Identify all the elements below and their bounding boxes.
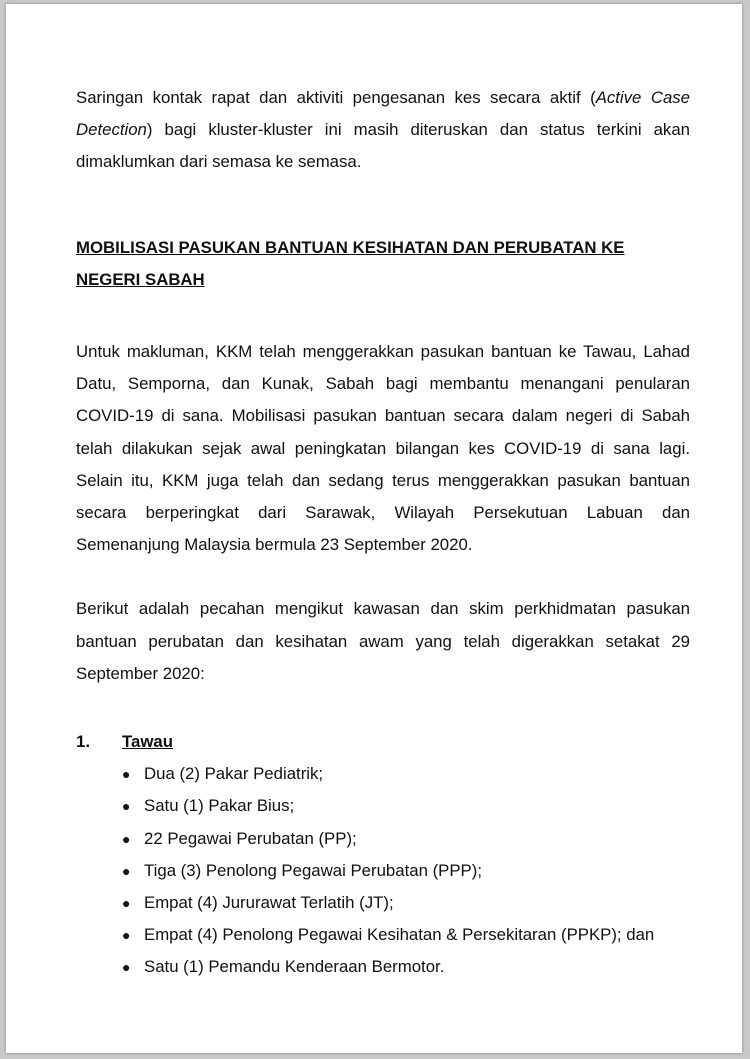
document-content (76, 82, 690, 984)
list-item-text: Dua (2) Pakar Pediatrik; (144, 764, 324, 784)
list-item (122, 823, 690, 855)
bullet-icon: ● (122, 766, 131, 783)
list-item-text: Satu (1) Pemandu Kenderaan Bermotor. (144, 957, 445, 977)
list-item-text: Empat (4) Jururawat Terlatih (JT); (144, 893, 394, 913)
list-item (122, 951, 690, 983)
list-item-text: Empat (4) Penolong Pegawai Kesihatan & Persekitaran (PPKP); dan (144, 925, 655, 945)
list-section-title: Tawau (122, 732, 173, 752)
team-list (76, 758, 690, 983)
section-heading: MOBILISASI PASUKAN BANTUAN KESIHATAN DAN PERUBATAN KE NEGERI SABAH (76, 237, 625, 289)
list-item (122, 790, 690, 822)
bullet-icon: ● (122, 895, 131, 912)
bullet-icon: ● (122, 927, 131, 944)
list-item-text: 22 Pegawai Perubatan (PP); (144, 828, 357, 848)
bullet-icon: ● (122, 959, 131, 976)
list-section-header (76, 726, 690, 758)
paragraph-mobilisation: Untuk makluman, KKM telah menggerakkan pasukan bantuan ke Tawau, Lahad Datu, Semporna, dan Kunak, Sabah bagi membantu menangani penularan COVID-19 di sana. Mobilisasi pasukan bantuan secara dalam negeri di Sabah telah dilakukan sejak awal peningkatan bilangan kes COVID-19 di sana lagi. Selain itu, KKM juga telah dan sedang terus menggerakkan pasukan bantuan secara berperingkat dari Sarawak, Wilayah Persekutuan Labuan dan Semenanjung Malaysia bermula 23 September 2020. (76, 342, 690, 555)
paragraph-1-italic: Active Case Detection (76, 88, 690, 140)
list-item (122, 919, 690, 951)
bullet-icon: ● (122, 798, 131, 815)
list-item (122, 887, 690, 919)
bullet-icon: ● (122, 862, 131, 879)
list-item (122, 758, 690, 790)
paragraph-1-text-a: Saringan kontak rapat dan aktiviti pengesanan kes secara aktif ( (76, 88, 596, 107)
paragraph-1-text-b: ) bagi kluster-kluster ini masih diteruskan dan status terkini akan dimaklumkan dari semasa ke semasa. (76, 120, 690, 172)
bullet-icon: ● (122, 830, 131, 847)
list-item-text: Tiga (3) Penolong Pegawai Perubatan (PPP); (144, 860, 482, 880)
paragraph-contact-screening (76, 82, 690, 179)
paragraph-breakdown-intro: Berikut adalah pecahan mengikut kawasan dan skim perkhidmatan pasukan bantuan perubatan dan kesihatan awam yang telah digerakkan setakat 29 September 2020: (76, 599, 690, 683)
list-section-number: 1. (76, 732, 90, 752)
list-item-text: Satu (1) Pakar Bius; (144, 796, 295, 816)
document-page (6, 4, 742, 1053)
list-item (122, 855, 690, 887)
